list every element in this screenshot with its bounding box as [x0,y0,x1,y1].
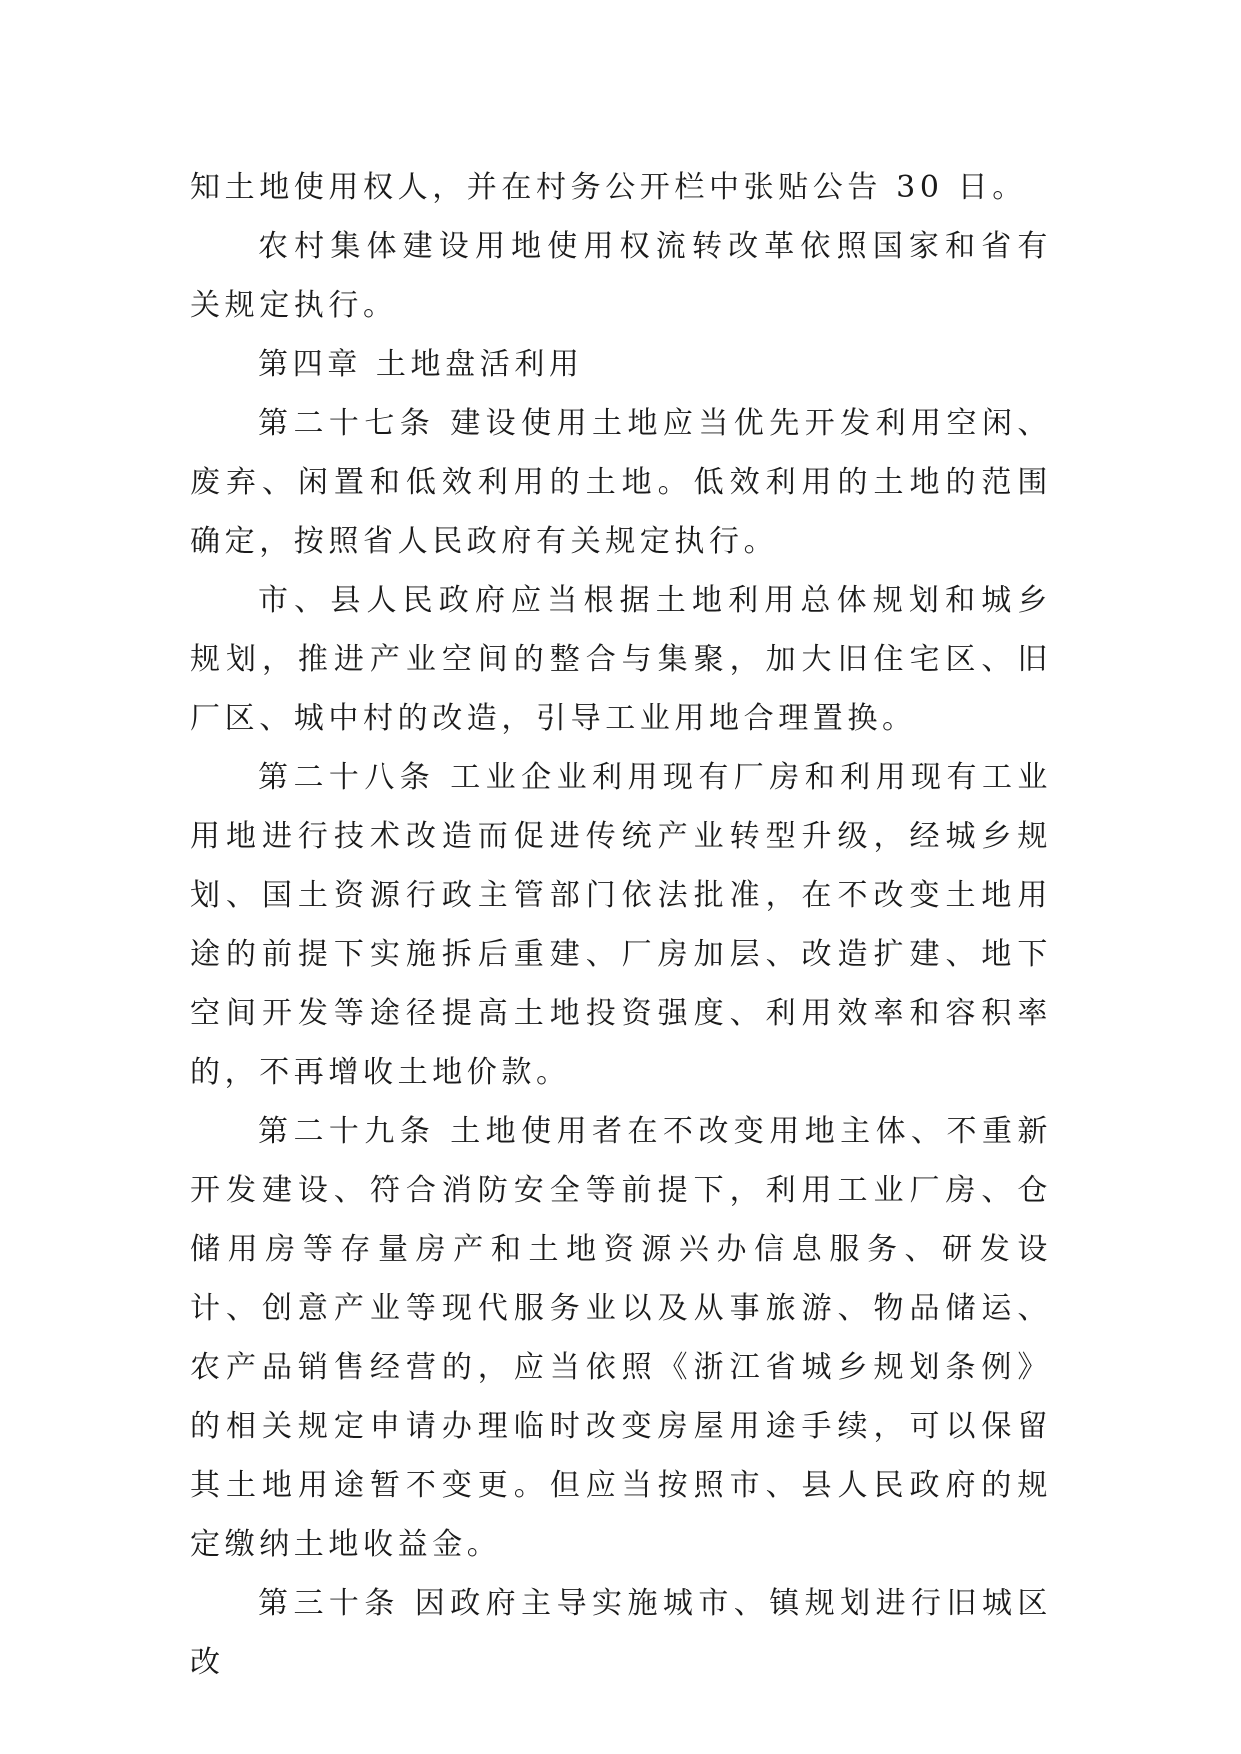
chapter-heading: 第四章 土地盘活利用 [258,347,584,382]
paragraph-continuation: 知土地使用权人，并在村务公开栏中张贴公告 30 日。 [190,170,1027,205]
article-29: 第二十九条 土地使用者在不改变用地主体、不重新开发建设、符合消防安全等前提下，利用工业厂房、仓储用房等存量房产和土地资源兴办信息服务、研发设计、创意产业等现代服务业以及从事旅游、物品储运、农产品销售经营的，应当依照《浙江省城乡规划条例》的相关规定申请办理临时改变房屋用途手续，可以保留其土地用途暂不变更。但应当按照市、县人民政府的规定缴纳土地收益金。 [190,1114,1052,1562]
paragraph-rural-land-reform: 农村集体建设用地使用权流转改革依照国家和省有关规定执行。 [190,229,1052,323]
article-27: 第二十七条 建设使用土地应当优先开发利用空闲、废弃、闲置和低效利用的土地。低效利用的土地的范围确定，按照省人民政府有关规定执行。 [190,406,1052,559]
article-28: 第二十八条 工业企业利用现有厂房和利用现有工业用地进行技术改造而促进传统产业转型升级，经城乡规划、国土资源行政主管部门依法批准，在不改变土地用途的前提下实施拆后重建、厂房加层、改造扩建、地下空间开发等途径提高土地投资强度、利用效率和容积率的，不再增收土地价款。 [190,760,1052,1090]
document-body [190,158,1052,1692]
article-30: 第三十条 因政府主导实施城市、镇规划进行旧城区改 [190,1586,1052,1680]
article-27-paragraph-2: 市、县人民政府应当根据土地利用总体规划和城乡规划，推进产业空间的整合与集聚，加大旧住宅区、旧厂区、城中村的改造，引导工业用地合理置换。 [190,583,1052,736]
